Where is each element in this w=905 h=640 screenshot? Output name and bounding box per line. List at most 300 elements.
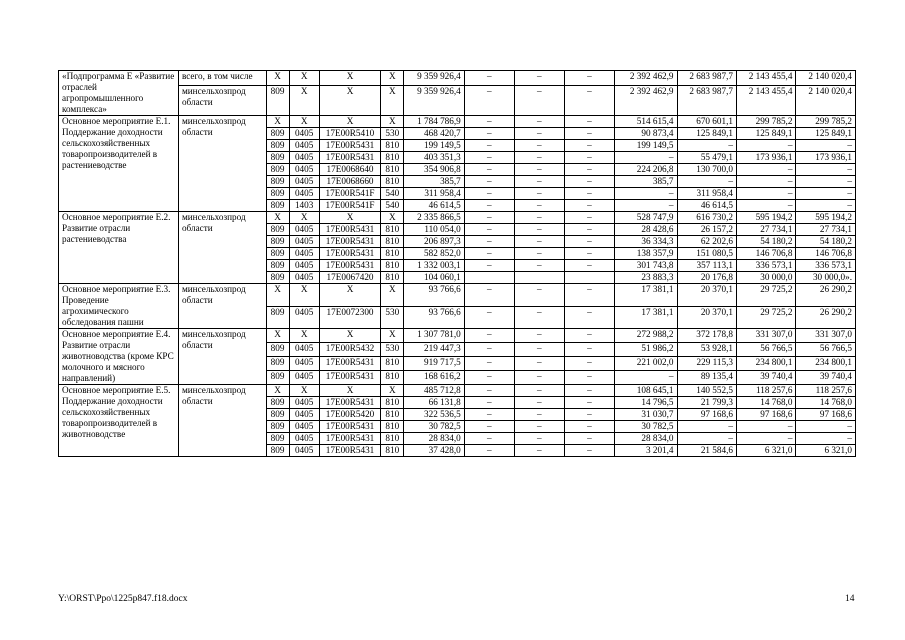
y2017-cell: 2 392 462,9: [614, 86, 677, 116]
vr-cell: X: [381, 284, 404, 307]
table-row: [59, 329, 856, 343]
y2014-cell: –: [464, 212, 514, 224]
y2018-cell: 20 370,1: [677, 306, 736, 329]
y2020-cell: –: [796, 164, 856, 176]
rzpr-cell: 0405: [289, 343, 319, 357]
y2019-cell: –: [736, 433, 795, 445]
csr-cell: X: [319, 329, 381, 343]
y2019-cell: 14 768,0: [736, 397, 795, 409]
vr-cell: X: [381, 385, 404, 397]
y2020-cell: 173 936,1: [796, 152, 856, 164]
rzpr-cell: 0405: [289, 248, 319, 260]
vr-cell: 810: [381, 140, 404, 152]
rzpr-cell: X: [289, 86, 319, 116]
responsible-executor: всего, в том числе: [178, 71, 266, 86]
budget-table: [58, 70, 856, 457]
y2020-cell: 26 290,2: [796, 306, 856, 329]
y2014-cell: –: [464, 421, 514, 433]
y2020-cell: –: [796, 421, 856, 433]
y2017-cell: 28 834,0: [614, 433, 677, 445]
rzpr-cell: 0405: [289, 371, 319, 385]
y2014-cell: –: [464, 164, 514, 176]
y2019-cell: 118 257,6: [736, 385, 795, 397]
y2018-cell: 229 115,3: [677, 357, 736, 371]
y2017-cell: 385,7: [614, 176, 677, 188]
y2019-cell: 125 849,1: [736, 128, 795, 140]
y2020-cell: 125 849,1: [796, 128, 856, 140]
y2016-cell: –: [564, 260, 614, 272]
grbs-cell: X: [266, 385, 289, 397]
y2014-cell: –: [464, 71, 514, 86]
rzpr-cell: 0405: [289, 188, 319, 200]
y2016-cell: –: [564, 128, 614, 140]
rzpr-cell: 0405: [289, 421, 319, 433]
y2018-cell: 53 928,1: [677, 343, 736, 357]
y2016-cell: –: [564, 86, 614, 116]
y2018-cell: 2 683 987,7: [677, 86, 736, 116]
y2017-cell: 28 428,6: [614, 224, 677, 236]
csr-cell: 17E00R5431: [319, 224, 381, 236]
grbs-cell: 809: [266, 200, 289, 212]
table-row: [59, 212, 856, 224]
y2014-cell: –: [464, 176, 514, 188]
rzpr-cell: 0405: [289, 409, 319, 421]
total-cell: 403 351,3: [404, 152, 465, 164]
vr-cell: X: [381, 116, 404, 128]
grbs-cell: 809: [266, 421, 289, 433]
total-cell: 9 359 926,4: [404, 86, 465, 116]
y2018-cell: 55 479,1: [677, 152, 736, 164]
y2014-cell: –: [464, 152, 514, 164]
y2016-cell: –: [564, 306, 614, 329]
total-cell: 919 717,5: [404, 357, 465, 371]
y2019-cell: –: [736, 200, 795, 212]
y2017-cell: –: [614, 188, 677, 200]
y2018-cell: 20 176,8: [677, 272, 736, 284]
y2017-cell: 224 206,8: [614, 164, 677, 176]
y2020-cell: –: [796, 140, 856, 152]
responsible-executor: минсельхозпрод области: [178, 329, 266, 385]
rzpr-cell: 0405: [289, 128, 319, 140]
csr-cell: 17E00R5431: [319, 357, 381, 371]
total-cell: 168 616,2: [404, 371, 465, 385]
y2016-cell: [564, 272, 614, 284]
grbs-cell: 809: [266, 409, 289, 421]
y2017-cell: 528 747,9: [614, 212, 677, 224]
y2018-cell: 670 601,1: [677, 116, 736, 128]
y2015-cell: –: [514, 343, 564, 357]
csr-cell: 17E00R5431: [319, 140, 381, 152]
y2014-cell: –: [464, 284, 514, 307]
rzpr-cell: X: [289, 385, 319, 397]
y2014-cell: –: [464, 86, 514, 116]
table-row: [59, 385, 856, 397]
y2017-cell: 272 988,2: [614, 329, 677, 343]
vr-cell: 530: [381, 343, 404, 357]
page-number: 14: [845, 594, 855, 604]
y2016-cell: –: [564, 212, 614, 224]
y2018-cell: 21 584,6: [677, 445, 736, 457]
y2014-cell: –: [464, 260, 514, 272]
y2016-cell: –: [564, 71, 614, 86]
y2016-cell: –: [564, 224, 614, 236]
total-cell: 219 447,3: [404, 343, 465, 357]
rzpr-cell: X: [289, 284, 319, 307]
y2017-cell: 301 743,8: [614, 260, 677, 272]
total-cell: 206 897,3: [404, 236, 465, 248]
vr-cell: X: [381, 86, 404, 116]
y2018-cell: –: [677, 176, 736, 188]
y2017-cell: 30 782,5: [614, 421, 677, 433]
y2020-cell: 26 290,2: [796, 284, 856, 307]
csr-cell: 17E00R5431: [319, 260, 381, 272]
rzpr-cell: 0405: [289, 445, 319, 457]
vr-cell: 540: [381, 200, 404, 212]
vr-cell: X: [381, 329, 404, 343]
y2018-cell: 2 683 987,7: [677, 71, 736, 86]
y2014-cell: –: [464, 433, 514, 445]
rzpr-cell: X: [289, 212, 319, 224]
y2020-cell: 595 194,2: [796, 212, 856, 224]
y2015-cell: –: [514, 445, 564, 457]
y2020-cell: 6 321,0: [796, 445, 856, 457]
measure-description: Основное мероприятие Е.4. Развитие отрасли животноводства (кроме КРС молочного и мясного направлений): [59, 329, 179, 385]
y2015-cell: –: [514, 188, 564, 200]
total-cell: 322 536,5: [404, 409, 465, 421]
y2019-cell: 30 000,0: [736, 272, 795, 284]
y2019-cell: –: [736, 164, 795, 176]
vr-cell: 810: [381, 236, 404, 248]
y2016-cell: –: [564, 329, 614, 343]
total-cell: 311 958,4: [404, 188, 465, 200]
rzpr-cell: 0405: [289, 176, 319, 188]
y2014-cell: –: [464, 236, 514, 248]
grbs-cell: 809: [266, 260, 289, 272]
vr-cell: 530: [381, 306, 404, 329]
y2018-cell: 125 849,1: [677, 128, 736, 140]
total-cell: 1 784 786,9: [404, 116, 465, 128]
y2017-cell: 199 149,5: [614, 140, 677, 152]
y2014-cell: –: [464, 371, 514, 385]
grbs-cell: 809: [266, 306, 289, 329]
y2019-cell: 27 734,1: [736, 224, 795, 236]
grbs-cell: X: [266, 116, 289, 128]
y2019-cell: 54 180,2: [736, 236, 795, 248]
vr-cell: X: [381, 212, 404, 224]
y2014-cell: –: [464, 306, 514, 329]
y2018-cell: 151 080,5: [677, 248, 736, 260]
y2016-cell: –: [564, 433, 614, 445]
y2020-cell: 54 180,2: [796, 236, 856, 248]
y2017-cell: 51 986,2: [614, 343, 677, 357]
y2015-cell: –: [514, 236, 564, 248]
vr-cell: 810: [381, 164, 404, 176]
y2018-cell: 372 178,8: [677, 329, 736, 343]
y2015-cell: –: [514, 329, 564, 343]
total-cell: 385,7: [404, 176, 465, 188]
y2015-cell: –: [514, 397, 564, 409]
y2015-cell: –: [514, 116, 564, 128]
total-cell: 28 834,0: [404, 433, 465, 445]
y2017-cell: 138 357,9: [614, 248, 677, 260]
csr-cell: 17E0068640: [319, 164, 381, 176]
total-cell: 2 335 866,5: [404, 212, 465, 224]
grbs-cell: 809: [266, 445, 289, 457]
total-cell: 1 332 003,1: [404, 260, 465, 272]
responsible-executor: минсельхозпрод области: [178, 116, 266, 212]
csr-cell: X: [319, 385, 381, 397]
y2017-cell: 90 873,4: [614, 128, 677, 140]
y2020-cell: –: [796, 188, 856, 200]
y2018-cell: 140 552,5: [677, 385, 736, 397]
y2014-cell: –: [464, 445, 514, 457]
total-cell: 93 766,6: [404, 306, 465, 329]
y2016-cell: –: [564, 409, 614, 421]
y2017-cell: –: [614, 371, 677, 385]
y2015-cell: –: [514, 385, 564, 397]
vr-cell: 810: [381, 260, 404, 272]
grbs-cell: 809: [266, 188, 289, 200]
y2016-cell: –: [564, 284, 614, 307]
csr-cell: 17E00R5431: [319, 371, 381, 385]
y2017-cell: 17 381,1: [614, 284, 677, 307]
total-cell: 9 359 926,4: [404, 71, 465, 86]
y2015-cell: –: [514, 200, 564, 212]
total-cell: 93 766,6: [404, 284, 465, 307]
total-cell: 199 149,5: [404, 140, 465, 152]
y2018-cell: 46 614,5: [677, 200, 736, 212]
y2019-cell: –: [736, 188, 795, 200]
y2017-cell: 108 645,1: [614, 385, 677, 397]
vr-cell: 530: [381, 128, 404, 140]
table-row: [59, 284, 856, 307]
vr-cell: X: [381, 71, 404, 86]
y2014-cell: –: [464, 409, 514, 421]
y2018-cell: 89 135,4: [677, 371, 736, 385]
y2014-cell: –: [464, 224, 514, 236]
y2019-cell: –: [736, 176, 795, 188]
csr-cell: 17E00R541F: [319, 200, 381, 212]
grbs-cell: 809: [266, 140, 289, 152]
csr-cell: X: [319, 284, 381, 307]
total-cell: 46 614,5: [404, 200, 465, 212]
table-row: [59, 71, 856, 86]
rzpr-cell: 0405: [289, 152, 319, 164]
grbs-cell: 809: [266, 357, 289, 371]
y2020-cell: 39 740,4: [796, 371, 856, 385]
csr-cell: 17E0068660: [319, 176, 381, 188]
grbs-cell: 809: [266, 272, 289, 284]
y2018-cell: 62 202,6: [677, 236, 736, 248]
grbs-cell: 809: [266, 397, 289, 409]
grbs-cell: 809: [266, 248, 289, 260]
measure-description: Основное мероприятие Е.3. Проведение агрохимического обследования пашни: [59, 284, 179, 329]
y2016-cell: –: [564, 164, 614, 176]
table-row: [59, 116, 856, 128]
total-cell: 110 054,0: [404, 224, 465, 236]
y2020-cell: 2 140 020,4: [796, 86, 856, 116]
csr-cell: 17E00R5431: [319, 397, 381, 409]
y2018-cell: –: [677, 421, 736, 433]
y2015-cell: –: [514, 260, 564, 272]
y2017-cell: 31 030,7: [614, 409, 677, 421]
y2015-cell: –: [514, 224, 564, 236]
y2020-cell: 30 000,0».: [796, 272, 856, 284]
y2016-cell: –: [564, 421, 614, 433]
total-cell: 468 420,7: [404, 128, 465, 140]
y2019-cell: 146 706,8: [736, 248, 795, 260]
csr-cell: 17E00R5431: [319, 236, 381, 248]
csr-cell: 17E00R5431: [319, 152, 381, 164]
y2019-cell: 299 785,2: [736, 116, 795, 128]
y2018-cell: 311 958,4: [677, 188, 736, 200]
responsible-executor: минсельхозпрод области: [178, 212, 266, 284]
y2020-cell: 331 307,0: [796, 329, 856, 343]
vr-cell: 810: [381, 176, 404, 188]
y2018-cell: 97 168,6: [677, 409, 736, 421]
table-row: [59, 86, 856, 116]
y2020-cell: 56 766,5: [796, 343, 856, 357]
y2015-cell: –: [514, 71, 564, 86]
y2019-cell: 97 168,6: [736, 409, 795, 421]
y2014-cell: [464, 272, 514, 284]
vr-cell: 810: [381, 152, 404, 164]
y2015-cell: –: [514, 212, 564, 224]
y2018-cell: 21 799,3: [677, 397, 736, 409]
y2015-cell: –: [514, 284, 564, 307]
rzpr-cell: 0405: [289, 357, 319, 371]
y2018-cell: 26 157,2: [677, 224, 736, 236]
y2015-cell: [514, 272, 564, 284]
vr-cell: 810: [381, 421, 404, 433]
total-cell: 37 428,0: [404, 445, 465, 457]
y2015-cell: –: [514, 86, 564, 116]
y2018-cell: 616 730,2: [677, 212, 736, 224]
y2014-cell: –: [464, 343, 514, 357]
measure-description: Основное мероприятие Е.1. Поддержание доходности сельскохозяйственных товаропроизводителей в растениеводстве: [59, 116, 179, 212]
csr-cell: 17E0072300: [319, 306, 381, 329]
y2019-cell: 29 725,2: [736, 306, 795, 329]
total-cell: 30 782,5: [404, 421, 465, 433]
rzpr-cell: X: [289, 329, 319, 343]
y2015-cell: –: [514, 152, 564, 164]
y2017-cell: 17 381,1: [614, 306, 677, 329]
total-cell: 104 060,1: [404, 272, 465, 284]
y2019-cell: 234 800,1: [736, 357, 795, 371]
rzpr-cell: 0405: [289, 397, 319, 409]
csr-cell: 17E00R5431: [319, 421, 381, 433]
csr-cell: 17E00R5431: [319, 433, 381, 445]
y2014-cell: –: [464, 329, 514, 343]
y2015-cell: –: [514, 128, 564, 140]
rzpr-cell: X: [289, 71, 319, 86]
csr-cell: X: [319, 71, 381, 86]
y2015-cell: –: [514, 371, 564, 385]
grbs-cell: X: [266, 329, 289, 343]
y2020-cell: –: [796, 176, 856, 188]
rzpr-cell: 0405: [289, 140, 319, 152]
grbs-cell: 809: [266, 164, 289, 176]
y2018-cell: –: [677, 433, 736, 445]
y2014-cell: –: [464, 116, 514, 128]
y2017-cell: –: [614, 152, 677, 164]
csr-cell: 17E0067420: [319, 272, 381, 284]
total-cell: 582 852,0: [404, 248, 465, 260]
y2015-cell: –: [514, 433, 564, 445]
y2017-cell: 3 201,4: [614, 445, 677, 457]
measure-description: «Подпрограмма Е «Развитие отраслей агропромышленного комплекса»: [59, 71, 179, 116]
vr-cell: 810: [381, 224, 404, 236]
responsible-executor: минсельхозпрод области: [178, 385, 266, 457]
csr-cell: X: [319, 212, 381, 224]
y2014-cell: –: [464, 200, 514, 212]
y2015-cell: –: [514, 421, 564, 433]
y2014-cell: –: [464, 188, 514, 200]
y2016-cell: –: [564, 357, 614, 371]
y2018-cell: 357 113,1: [677, 260, 736, 272]
rzpr-cell: 0405: [289, 272, 319, 284]
y2017-cell: 23 883,3: [614, 272, 677, 284]
csr-cell: 17E00R5420: [319, 409, 381, 421]
grbs-cell: X: [266, 212, 289, 224]
total-cell: 1 307 781,0: [404, 329, 465, 343]
y2017-cell: 14 796,5: [614, 397, 677, 409]
grbs-cell: 809: [266, 343, 289, 357]
y2014-cell: –: [464, 385, 514, 397]
y2016-cell: –: [564, 200, 614, 212]
y2019-cell: 2 143 455,4: [736, 71, 795, 86]
measure-description: Основное мероприятие Е.2. Развитие отрасли растениеводства: [59, 212, 179, 284]
rzpr-cell: 0405: [289, 260, 319, 272]
grbs-cell: X: [266, 284, 289, 307]
y2016-cell: –: [564, 152, 614, 164]
y2019-cell: 29 725,2: [736, 284, 795, 307]
y2014-cell: –: [464, 248, 514, 260]
total-cell: 485 712,8: [404, 385, 465, 397]
csr-cell: 17E00R541F: [319, 188, 381, 200]
vr-cell: 810: [381, 433, 404, 445]
rzpr-cell: 0405: [289, 224, 319, 236]
y2020-cell: 234 800,1: [796, 357, 856, 371]
rzpr-cell: 0405: [289, 433, 319, 445]
vr-cell: 540: [381, 188, 404, 200]
y2019-cell: 595 194,2: [736, 212, 795, 224]
y2015-cell: –: [514, 164, 564, 176]
total-cell: 66 131,8: [404, 397, 465, 409]
y2014-cell: –: [464, 140, 514, 152]
y2020-cell: 299 785,2: [796, 116, 856, 128]
y2014-cell: –: [464, 357, 514, 371]
vr-cell: 810: [381, 409, 404, 421]
y2020-cell: 27 734,1: [796, 224, 856, 236]
grbs-cell: 809: [266, 128, 289, 140]
footer-file-path: Y:\ORST\Ppo\1225p847.f18.docx: [58, 594, 188, 604]
y2019-cell: 39 740,4: [736, 371, 795, 385]
y2020-cell: –: [796, 433, 856, 445]
y2016-cell: –: [564, 236, 614, 248]
y2020-cell: 2 140 020,4: [796, 71, 856, 86]
y2020-cell: 146 706,8: [796, 248, 856, 260]
y2019-cell: 2 143 455,4: [736, 86, 795, 116]
csr-cell: X: [319, 86, 381, 116]
y2020-cell: 118 257,6: [796, 385, 856, 397]
y2016-cell: –: [564, 248, 614, 260]
grbs-cell: X: [266, 71, 289, 86]
y2015-cell: –: [514, 357, 564, 371]
grbs-cell: 809: [266, 236, 289, 248]
y2020-cell: –: [796, 200, 856, 212]
vr-cell: 810: [381, 397, 404, 409]
